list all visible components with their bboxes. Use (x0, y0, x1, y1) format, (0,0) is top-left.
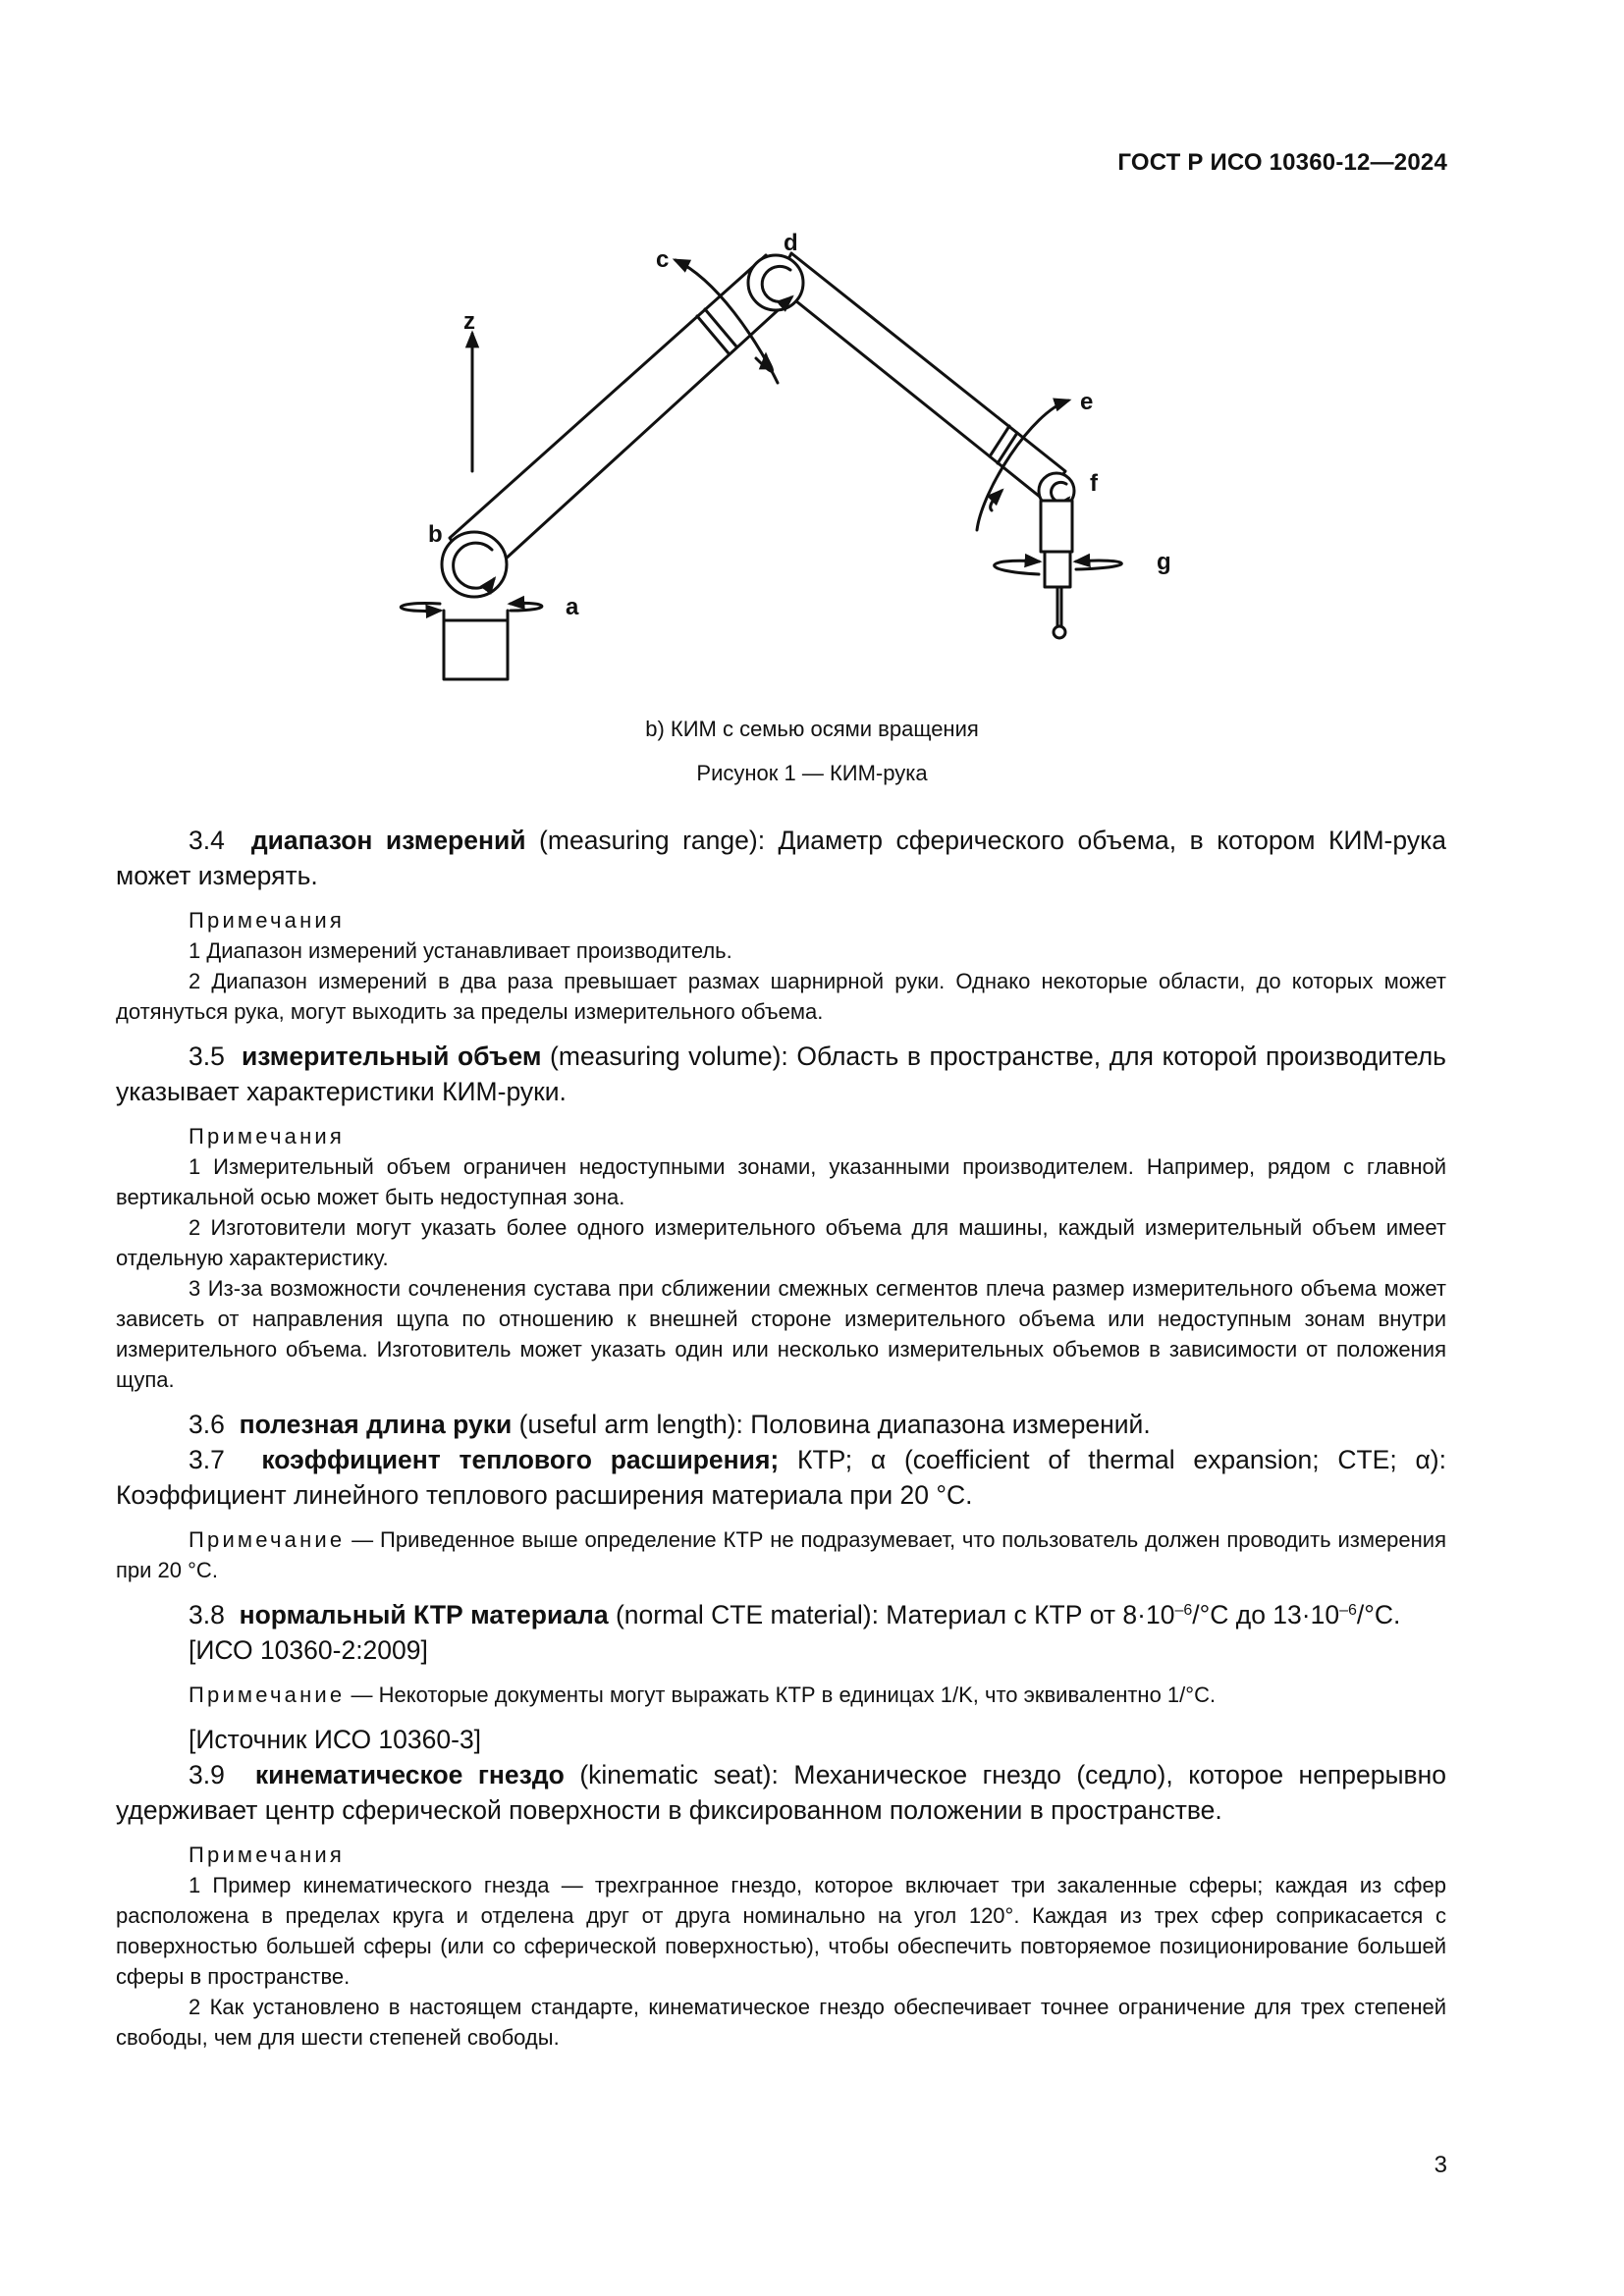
upper-arm-segment (776, 253, 1065, 501)
figure-caption: Рисунок 1 — КИМ-рука (696, 761, 928, 785)
lower-arm-segment (450, 255, 797, 581)
probe-tip (1054, 626, 1065, 638)
label-f: f (1090, 470, 1098, 497)
rotation-a (401, 604, 440, 612)
label-e: e (1080, 389, 1094, 415)
label-z: z (463, 308, 475, 335)
document-body (116, 823, 1446, 2053)
probe-column (1041, 501, 1072, 552)
cmm-arm-figure (0, 0, 1624, 726)
note-item: 2 Изготовители могут указать более одного измерительного объема для машины, каждый измерительный объем имеет отдельную характеристику. (116, 1215, 1446, 1270)
page-number: 3 (1434, 2152, 1447, 2178)
note-item: 3 Из-за возможности сочленения сустава при сближении смежных сегментов плеча размер измерительного объема может зависеть от направления щупа по отношению к внешней стороне измерительного объема или недоступным зонам внутри измерительного объема. Изготовитель может указать один или несколько измерительных объемов в зависимости от положения щупа. (116, 1276, 1446, 1392)
label-g: g (1157, 549, 1171, 575)
term-3-8: 3.8 нормальный КТР материала (normal CTE material): Материал с КТР от $8\cdot 10^{-6}/^\circ С$ до $13\cdot 10^{-6}/^\circ С$. (189, 1600, 1401, 1629)
note-inline-3-8: Примечание — Некоторые документы могут выражать КТР в единицах 1/K, что эквивалентно 1/°С. (189, 1682, 1217, 1707)
note-item: 1 Пример кинематического гнезда — трехгранное гнездо, которое включает три закаленные сферы; каждая из сфер расположена в пределах круга и отделена друг от друга номинально на угол 120°. Каждая из трех сфер соприкасается с поверхностью большей сферы (или со сферической поверхностью), чтобы обеспечить повторяемое позиционирование большей сферы в пространстве. (116, 1873, 1446, 1989)
note-inline-3-7: Примечание — Приведенное выше определение КТР не подразумевает, что пользователь должен проводить измерения при 20 °С. (116, 1527, 1446, 1582)
source-reference: [Источник ИСО 10360-3] (189, 1725, 482, 1754)
cmm-arm-diagram (0, 0, 1624, 726)
label-d: d (784, 230, 798, 256)
label-a: a (566, 594, 579, 620)
figure-subcaption: b) КИМ с семью осями вращения (645, 717, 979, 741)
notes-heading: Примечания (189, 908, 346, 933)
note-item: 1 Измерительный объем ограничен недоступными зонами, указанными производителем. Например, рядом с главной вертикальной осью может быть недоступная зона. (116, 1154, 1446, 1209)
label-b: b (428, 521, 443, 548)
term-3-7: 3.7 коэффициент теплового расширения; КТР; α (coefficient of thermal expansion; CTE; α): Коэффициент линейного теплового расширения материала при 20 °С. (116, 1445, 1446, 1510)
rotation-g (995, 561, 1039, 574)
reference-3-8: [ИСО 10360-2:2009] (189, 1635, 428, 1665)
note-item: 2 Диапазон измерений в два раза превышает размах шарнирной руки. Однако некоторые области, до которых может дотянуться рука, могут выходить за пределы измерительного объема. (116, 969, 1446, 1024)
notes-heading: Примечания (189, 1842, 346, 1867)
term-3-5: 3.5 измерительный объем (measuring volume): Область в пространстве, для которой производитель указывает характеристики КИМ-руки. (116, 1041, 1446, 1106)
note-item: 1 Диапазон измерений устанавливает производитель. (189, 938, 732, 963)
base-block (444, 620, 508, 679)
document-header: ГОСТ Р ИСО 10360-12—2024 (1117, 149, 1447, 176)
note-item: 2 Как установлено в настоящем стандарте, кинематическое гнездо обеспечивает точнее ограничение для трех степеней свободы, чем для шести степеней свободы. (116, 1995, 1446, 2050)
term-3-4: 3.4 диапазон измерений (measuring range): Диаметр сферического объема, в котором КИМ-рука может измерять. (116, 826, 1446, 890)
term-3-6: 3.6 полезная длина руки (useful arm length): Половина диапазона измерений. (189, 1410, 1151, 1439)
label-c: c (656, 246, 670, 273)
notes-heading: Примечания (189, 1124, 346, 1148)
term-3-9: 3.9 кинематическое гнездо (kinematic seat): Механическое гнездо (седло), которое непрерывно удерживает центр сферической поверхности в фиксированном положении в пространстве. (116, 1760, 1446, 1825)
